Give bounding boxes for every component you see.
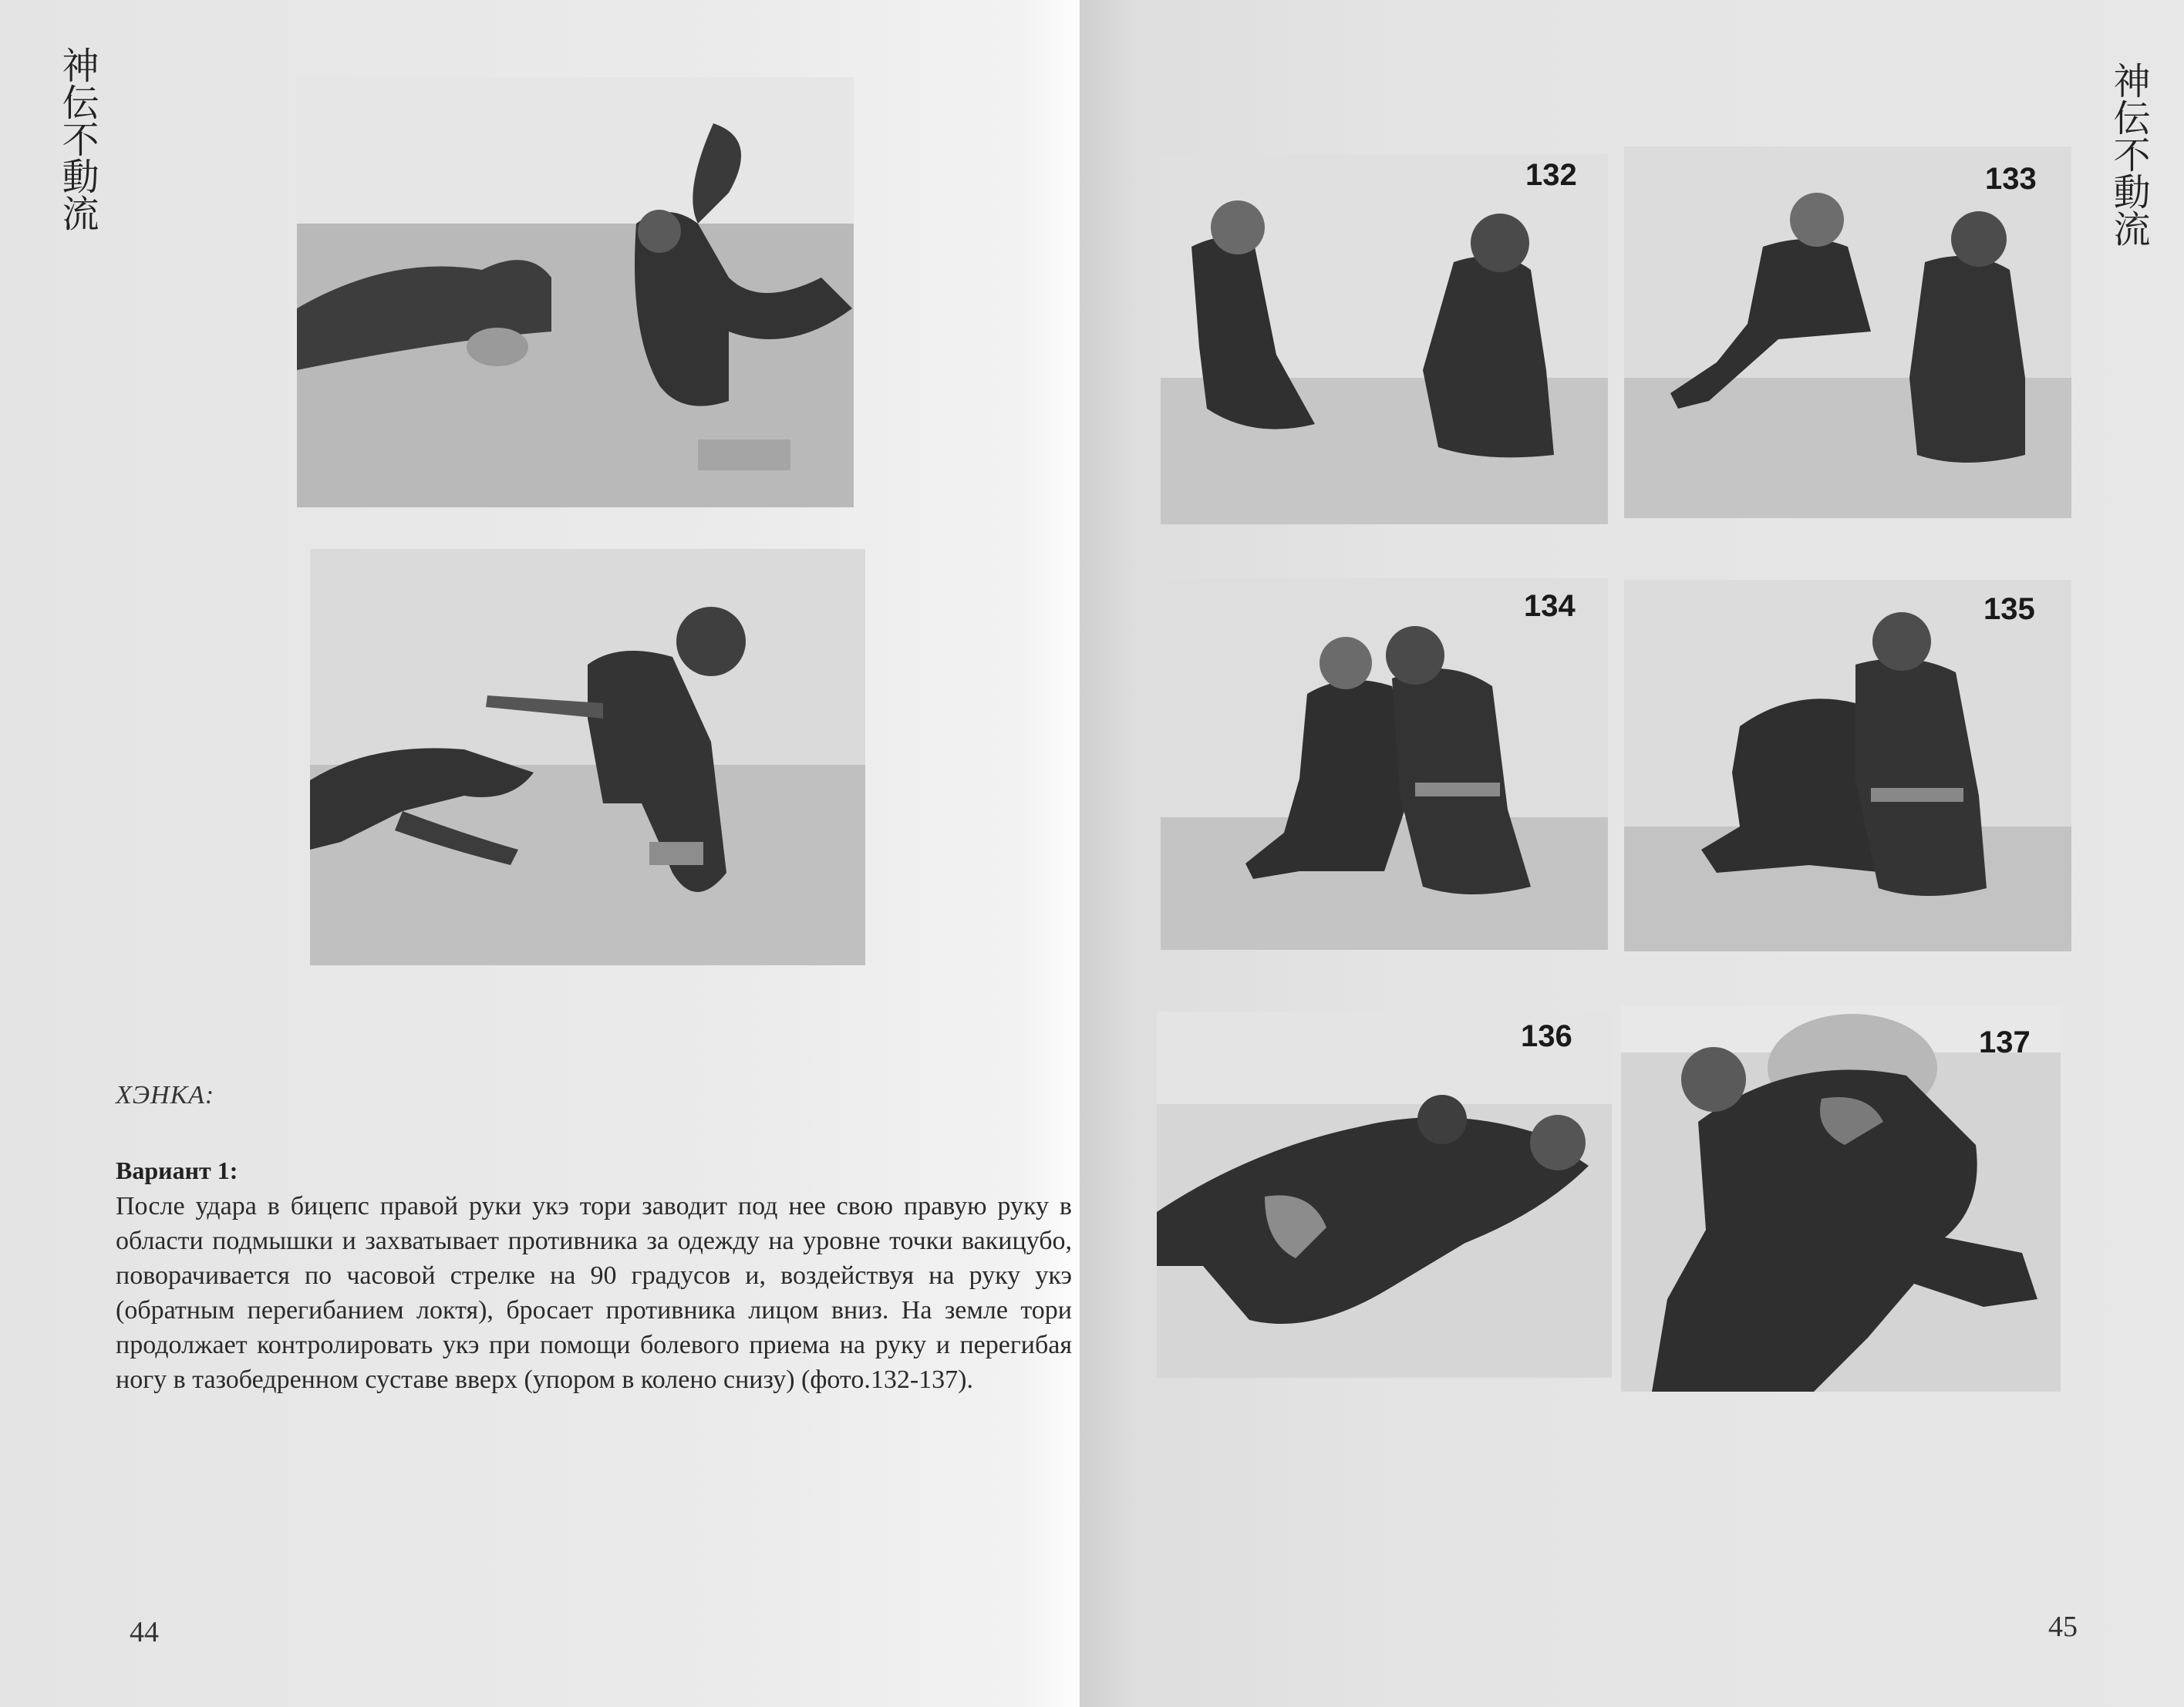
book-gutter — [1064, 0, 1080, 1707]
body-paragraph: После удара в бицепс правой руки укэ тори заводит под нее свою правую руку в области подмышки и захватывает противника за одежду на уровне точки вакицубо, поворачивается по часовой стрелке на 90 градусов и, воздействуя на руку укэ (обратным перегибанием локтя), бросает противника лицом вниз. На земле тори продолжает контролировать укэ при помощи болевого приема на руку и перегибая ногу в тазобедренном суставе вверх (упором в колено снизу) (фото.132-137). — [116, 1192, 1072, 1394]
photo-135 — [1624, 580, 2071, 951]
photo-130 — [297, 77, 854, 507]
school-name-text: 神伝不動流 — [56, 46, 99, 231]
page-number-left: 44 — [130, 1616, 159, 1648]
photo-135-image — [1624, 580, 2071, 951]
variant-title: Вариант 1: — [116, 1157, 238, 1184]
photo-134 — [1161, 578, 1608, 950]
photo-132 — [1161, 154, 1608, 524]
photo-number-132: 132 — [1525, 158, 1577, 192]
section-title: ХЭНКА: — [116, 1081, 215, 1109]
photo-132-image — [1161, 154, 1608, 524]
photo-130-image — [297, 77, 854, 507]
photo-number-135: 135 — [1983, 592, 2035, 626]
page-number-right: 45 — [2048, 1611, 2078, 1643]
photo-number-137: 137 — [1979, 1025, 2031, 1059]
photo-137-image — [1621, 1006, 2061, 1392]
photo-136 — [1157, 1012, 1612, 1378]
school-name-text: 神伝不動流 — [2107, 62, 2150, 247]
photo-131-image — [310, 549, 865, 965]
photo-number-133: 133 — [1985, 162, 2037, 196]
photo-number-134: 134 — [1524, 589, 1576, 623]
photo-131 — [310, 549, 865, 965]
photo-133-image — [1624, 146, 2071, 518]
photo-134-image — [1161, 578, 1608, 950]
photo-133 — [1624, 146, 2071, 518]
photo-137 — [1621, 1006, 2061, 1392]
photo-136-image — [1157, 1012, 1612, 1378]
school-name-vertical-left — [46, 46, 108, 241]
photo-number-136: 136 — [1521, 1019, 1572, 1053]
school-name-vertical-right — [2098, 62, 2159, 257]
